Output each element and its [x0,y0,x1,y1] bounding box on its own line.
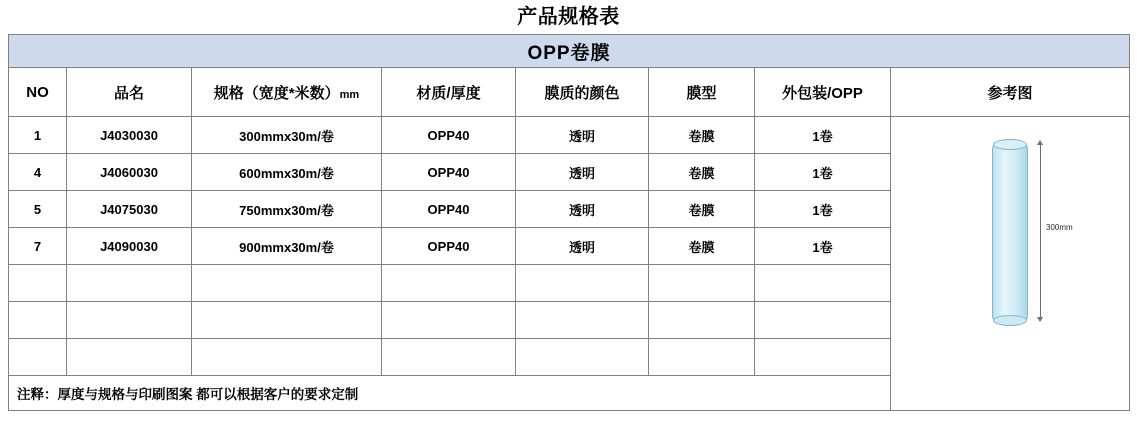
column-header-name: 品名 [67,68,192,117]
table-header-row [9,68,1130,117]
cell-packaging: 1卷 [755,117,891,154]
cell-empty [9,265,67,302]
page-title: 产品规格表 [517,6,620,28]
cell-spec: 750mmx30m/卷 [192,191,382,228]
cell-type: 卷膜 [649,117,755,154]
cell-no: 4 [9,154,67,191]
dimension-label: 300mm [1046,223,1073,232]
cell-empty [67,339,192,376]
cell-empty [516,265,649,302]
column-header-reference: 参考图 [891,68,1130,117]
cell-empty [516,302,649,339]
cell-material: OPP40 [382,154,516,191]
column-header-type: 膜型 [649,68,755,117]
cell-no: 1 [9,117,67,154]
cell-type: 卷膜 [649,154,755,191]
cell-color: 透明 [516,191,649,228]
cell-packaging: 1卷 [755,191,891,228]
cell-color: 透明 [516,117,649,154]
table-banner-row [9,35,1130,68]
cell-empty [649,265,755,302]
cell-color: 透明 [516,228,649,265]
cell-empty [382,339,516,376]
column-header-spec-text: 规格（宽度*米数） [213,84,340,102]
cell-empty [9,302,67,339]
column-header-spec [192,68,382,117]
cell-empty [755,339,891,376]
cell-empty [516,339,649,376]
cell-spec: 300mmx30m/卷 [192,117,382,154]
cell-color: 透明 [516,154,649,191]
cell-spec: 900mmx30m/卷 [192,228,382,265]
column-header-packaging: 外包装/OPP [755,68,891,117]
cell-empty [382,302,516,339]
table-row [9,117,1130,154]
column-header-material: 材质/厚度 [382,68,516,117]
cell-empty [649,339,755,376]
cell-packaging: 1卷 [755,228,891,265]
cell-empty [755,302,891,339]
cell-empty [67,265,192,302]
note-text: 注释：厚度与规格与印刷图案 都可以根据客户的要求定制 [9,376,891,411]
cell-empty [192,302,382,339]
spec-table [8,34,1130,411]
cell-no: 7 [9,228,67,265]
cell-type: 卷膜 [649,228,755,265]
cell-empty [649,302,755,339]
cell-name: J4030030 [67,117,192,154]
cell-type: 卷膜 [649,191,755,228]
cell-material: OPP40 [382,117,516,154]
roll-bottom-ellipse-icon [993,315,1027,326]
cell-name: J4060030 [67,154,192,191]
cell-empty [192,339,382,376]
column-header-spec-unit: mm [339,88,360,101]
reference-image-cell [891,117,1130,411]
cell-empty [382,265,516,302]
cell-spec: 600mmx30m/卷 [192,154,382,191]
cell-material: OPP40 [382,228,516,265]
cell-no: 5 [9,191,67,228]
roll-top-ellipse-icon [993,139,1027,150]
dimension-arrow-icon [1040,141,1041,321]
cell-name: J4075030 [67,191,192,228]
cell-material: OPP40 [382,191,516,228]
banner-title: OPP卷膜 [9,35,1130,68]
roll-film-illustration [891,117,1129,410]
cell-packaging: 1卷 [755,154,891,191]
column-header-no: NO [9,68,67,117]
cell-name: J4090030 [67,228,192,265]
spec-table-container [8,34,1129,411]
cell-empty [9,339,67,376]
column-header-color: 膜质的颜色 [516,68,649,117]
cell-empty [755,265,891,302]
roll-body-icon [992,139,1028,326]
cell-empty [192,265,382,302]
cell-empty [67,302,192,339]
